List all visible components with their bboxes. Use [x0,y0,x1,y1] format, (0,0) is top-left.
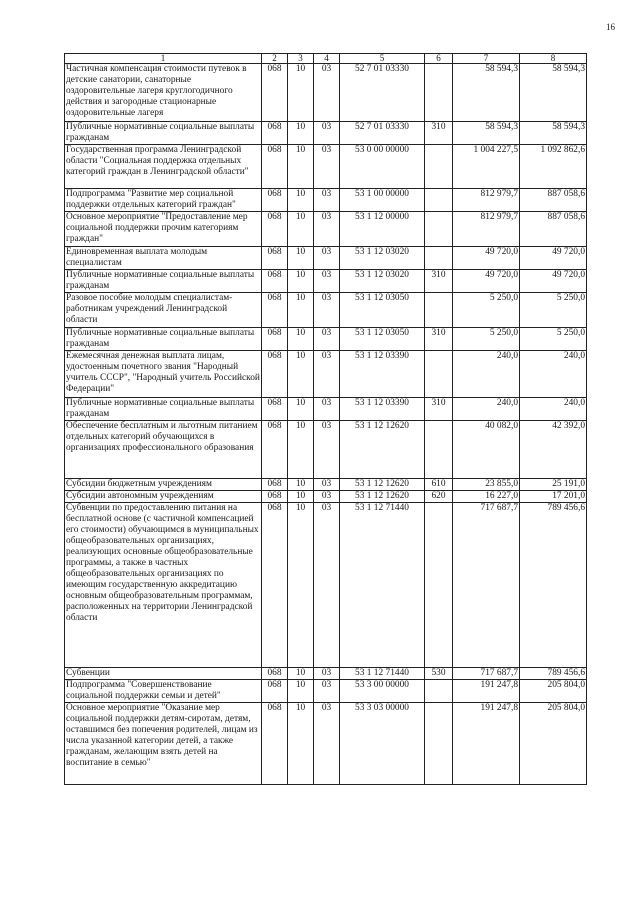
row-expense-type-cell: 530 [425,668,453,680]
row-target-code-cell: 53 1 00 00000 [340,189,425,212]
row-admin-code-cell: 068 [262,270,288,293]
row-admin-code-cell: 068 [262,328,288,351]
row-amount-year1-cell: 191 247,8 [453,680,520,703]
table-row [65,491,587,503]
table-row [65,680,587,703]
budget-table [64,53,587,785]
row-amount-year2-cell: 5 250,0 [520,293,587,328]
row-subsection-cell: 03 [314,479,340,491]
row-amount-year2-cell: 5 250,0 [520,328,587,351]
row-subsection-cell: 03 [314,328,340,351]
row-expense-type-cell [425,421,453,479]
row-amount-year1-cell: 1 004 227,5 [453,145,520,189]
row-amount-year1-cell: 58 594,3 [453,64,520,122]
row-amount-year1-cell: 240,0 [453,398,520,421]
row-name-cell: Частичная компенсация стоимости путевок в детские санатории, санаторные оздоровительные лагеря круглогодичного действия и загородные стационарные оздоровительные лагеря [65,64,262,122]
row-amount-year2-cell: 205 804,0 [520,680,587,703]
row-section-cell: 10 [288,328,314,351]
row-expense-type-cell: 310 [425,122,453,145]
row-admin-code-cell: 068 [262,668,288,680]
row-section-cell: 10 [288,703,314,785]
row-target-code-cell: 53 3 03 00000 [340,703,425,785]
row-amount-year1-cell: 58 594,3 [453,122,520,145]
row-name-cell: Обеспечение бесплатным и льготным питанием отдельных категорий обучающихся в организациях профессионального образования [65,421,262,479]
row-subsection-cell: 03 [314,247,340,270]
row-section-cell: 10 [288,503,314,668]
row-target-code-cell: 53 1 12 03050 [340,328,425,351]
row-name-cell: Подпрограмма "Развитие мер социальной поддержки отдельных категорий граждан" [65,189,262,212]
row-name-cell: Разовое пособие молодым специалистам-работникам учреждений Ленинградской области [65,293,262,328]
row-expense-type-cell [425,680,453,703]
row-name-cell: Публичные нормативные социальные выплаты гражданам [65,398,262,421]
row-expense-type-cell: 620 [425,491,453,503]
row-expense-type-cell [425,145,453,189]
row-name-cell: Публичные нормативные социальные выплаты гражданам [65,328,262,351]
row-name-cell: Основное мероприятие "Предоставление мер социальной поддержки прочим категориям граждан" [65,212,262,247]
table-body [65,64,587,785]
row-name-cell: Субвенции [65,668,262,680]
row-name-cell: Основное мероприятие "Оказание мер социальной поддержки детям-сиротам, детям, оставшимся без попечения родителей, лицам из числа указанной категории детей, а также гражданам, желающим взять детей на воспитание в семью" [65,703,262,785]
row-amount-year1-cell: 49 720,0 [453,270,520,293]
row-subsection-cell: 03 [314,351,340,398]
row-section-cell: 10 [288,491,314,503]
row-amount-year1-cell: 23 855,0 [453,479,520,491]
row-section-cell: 10 [288,668,314,680]
row-subsection-cell: 03 [314,293,340,328]
row-target-code-cell: 53 1 12 00000 [340,212,425,247]
table-row [65,328,587,351]
row-subsection-cell: 03 [314,122,340,145]
row-amount-year1-cell: 49 720,0 [453,247,520,270]
row-amount-year2-cell: 205 804,0 [520,703,587,785]
row-admin-code-cell: 068 [262,293,288,328]
row-expense-type-cell [425,293,453,328]
row-admin-code-cell: 068 [262,491,288,503]
page-number: 16 [606,22,615,32]
row-admin-code-cell: 068 [262,247,288,270]
row-amount-year2-cell: 58 594,3 [520,64,587,122]
row-section-cell: 10 [288,351,314,398]
row-target-code-cell: 53 1 12 03020 [340,270,425,293]
row-section-cell: 10 [288,398,314,421]
table-row [65,270,587,293]
row-subsection-cell: 03 [314,503,340,668]
row-amount-year1-cell: 717 687,7 [453,668,520,680]
row-name-cell: Субсидии автономным учреждениям [65,491,262,503]
row-expense-type-cell [425,703,453,785]
row-amount-year1-cell: 812 979,7 [453,212,520,247]
header-cell: 5 [340,54,425,64]
row-name-cell: Единовременная выплата молодым специалистам [65,247,262,270]
row-subsection-cell: 03 [314,668,340,680]
row-subsection-cell: 03 [314,703,340,785]
row-name-cell: Ежемесячная денежная выплата лицам, удостоенным почетного звания "Народный учитель СССР", "Народный учитель Российской Федерации" [65,351,262,398]
row-amount-year1-cell: 240,0 [453,351,520,398]
row-amount-year2-cell: 42 392,0 [520,421,587,479]
row-expense-type-cell [425,247,453,270]
row-admin-code-cell: 068 [262,122,288,145]
row-expense-type-cell [425,189,453,212]
row-target-code-cell: 53 3 00 00000 [340,680,425,703]
row-admin-code-cell: 068 [262,145,288,189]
row-admin-code-cell: 068 [262,64,288,122]
table-row [65,668,587,680]
row-section-cell: 10 [288,270,314,293]
row-amount-year1-cell: 717 687,7 [453,503,520,668]
row-amount-year2-cell: 49 720,0 [520,270,587,293]
row-admin-code-cell: 068 [262,212,288,247]
row-name-cell: Государственная программа Ленинградской области "Социальная поддержка отдельных категорий граждан в Ленинградской области" [65,145,262,189]
row-amount-year2-cell: 789 456,6 [520,668,587,680]
row-admin-code-cell: 068 [262,503,288,668]
table-row [65,212,587,247]
table-row [65,351,587,398]
row-amount-year1-cell: 812 979,7 [453,189,520,212]
row-section-cell: 10 [288,189,314,212]
table-row [65,145,587,189]
table-row [65,247,587,270]
row-amount-year2-cell: 25 191,0 [520,479,587,491]
row-amount-year2-cell: 789 456,6 [520,503,587,668]
header-cell: 4 [314,54,340,64]
row-amount-year1-cell: 5 250,0 [453,328,520,351]
row-amount-year2-cell: 887 058,6 [520,189,587,212]
row-target-code-cell: 53 1 12 03390 [340,398,425,421]
row-admin-code-cell: 068 [262,703,288,785]
header-cell: 3 [288,54,314,64]
row-amount-year2-cell: 240,0 [520,351,587,398]
row-target-code-cell: 53 1 12 03390 [340,351,425,398]
table-row [65,293,587,328]
row-amount-year2-cell: 1 092 862,6 [520,145,587,189]
row-subsection-cell: 03 [314,680,340,703]
row-expense-type-cell: 310 [425,270,453,293]
header-cell: 1 [65,54,262,64]
row-admin-code-cell: 068 [262,421,288,479]
row-admin-code-cell: 068 [262,351,288,398]
row-admin-code-cell: 068 [262,189,288,212]
row-name-cell: Публичные нормативные социальные выплаты гражданам [65,270,262,293]
row-amount-year2-cell: 240,0 [520,398,587,421]
row-subsection-cell: 03 [314,145,340,189]
row-subsection-cell: 03 [314,421,340,479]
row-expense-type-cell: 310 [425,328,453,351]
table-row [65,64,587,122]
row-amount-year1-cell: 5 250,0 [453,293,520,328]
row-admin-code-cell: 068 [262,398,288,421]
table-row [65,421,587,479]
row-expense-type-cell [425,64,453,122]
row-section-cell: 10 [288,145,314,189]
row-target-code-cell: 53 1 12 03050 [340,293,425,328]
row-name-cell: Субвенции по предоставлению питания на бесплатной основе (с частичной компенсацией его стоимости) обучающимся в муниципальных общеобразовательных организациях, реализующих основные общеобразовательные программы, а также в частных общеобразовательных организациях по имеющим государственную аккредитацию основным общеобразовательным программам, расположенных на территории Ленинградской области [65,503,262,668]
row-amount-year2-cell: 887 058,6 [520,212,587,247]
row-expense-type-cell: 310 [425,398,453,421]
row-amount-year1-cell: 16 227,0 [453,491,520,503]
row-target-code-cell: 53 1 12 71440 [340,668,425,680]
row-subsection-cell: 03 [314,212,340,247]
header-cell: 8 [520,54,587,64]
row-section-cell: 10 [288,64,314,122]
table-row [65,703,587,785]
table-row [65,398,587,421]
header-cell: 7 [453,54,520,64]
row-section-cell: 10 [288,212,314,247]
row-section-cell: 10 [288,680,314,703]
row-subsection-cell: 03 [314,64,340,122]
row-section-cell: 10 [288,247,314,270]
header-cell: 6 [425,54,453,64]
row-target-code-cell: 53 1 12 12620 [340,421,425,479]
row-subsection-cell: 03 [314,189,340,212]
row-admin-code-cell: 068 [262,680,288,703]
table-header-row [65,54,587,64]
row-target-code-cell: 52 7 01 03330 [340,64,425,122]
table-row [65,479,587,491]
header-cell: 2 [262,54,288,64]
row-section-cell: 10 [288,421,314,479]
row-subsection-cell: 03 [314,270,340,293]
row-subsection-cell: 03 [314,491,340,503]
row-amount-year2-cell: 49 720,0 [520,247,587,270]
table-row [65,503,587,668]
row-amount-year2-cell: 58 594,3 [520,122,587,145]
row-section-cell: 10 [288,293,314,328]
row-subsection-cell: 03 [314,398,340,421]
row-name-cell: Публичные нормативные социальные выплаты гражданам [65,122,262,145]
row-name-cell: Подпрограмма "Совершенствование социальной поддержки семьи и детей" [65,680,262,703]
row-target-code-cell: 53 0 00 00000 [340,145,425,189]
row-target-code-cell: 53 1 12 71440 [340,503,425,668]
table-row [65,189,587,212]
row-name-cell: Субсидии бюджетным учреждениям [65,479,262,491]
row-section-cell: 10 [288,479,314,491]
row-expense-type-cell [425,351,453,398]
row-section-cell: 10 [288,122,314,145]
table-row [65,122,587,145]
row-target-code-cell: 53 1 12 12620 [340,491,425,503]
row-amount-year1-cell: 40 082,0 [453,421,520,479]
row-target-code-cell: 53 1 12 12620 [340,479,425,491]
row-target-code-cell: 53 1 12 03020 [340,247,425,270]
row-amount-year2-cell: 17 201,0 [520,491,587,503]
row-target-code-cell: 52 7 01 03330 [340,122,425,145]
row-expense-type-cell [425,212,453,247]
row-expense-type-cell: 610 [425,479,453,491]
row-admin-code-cell: 068 [262,479,288,491]
row-expense-type-cell [425,503,453,668]
row-amount-year1-cell: 191 247,8 [453,703,520,785]
